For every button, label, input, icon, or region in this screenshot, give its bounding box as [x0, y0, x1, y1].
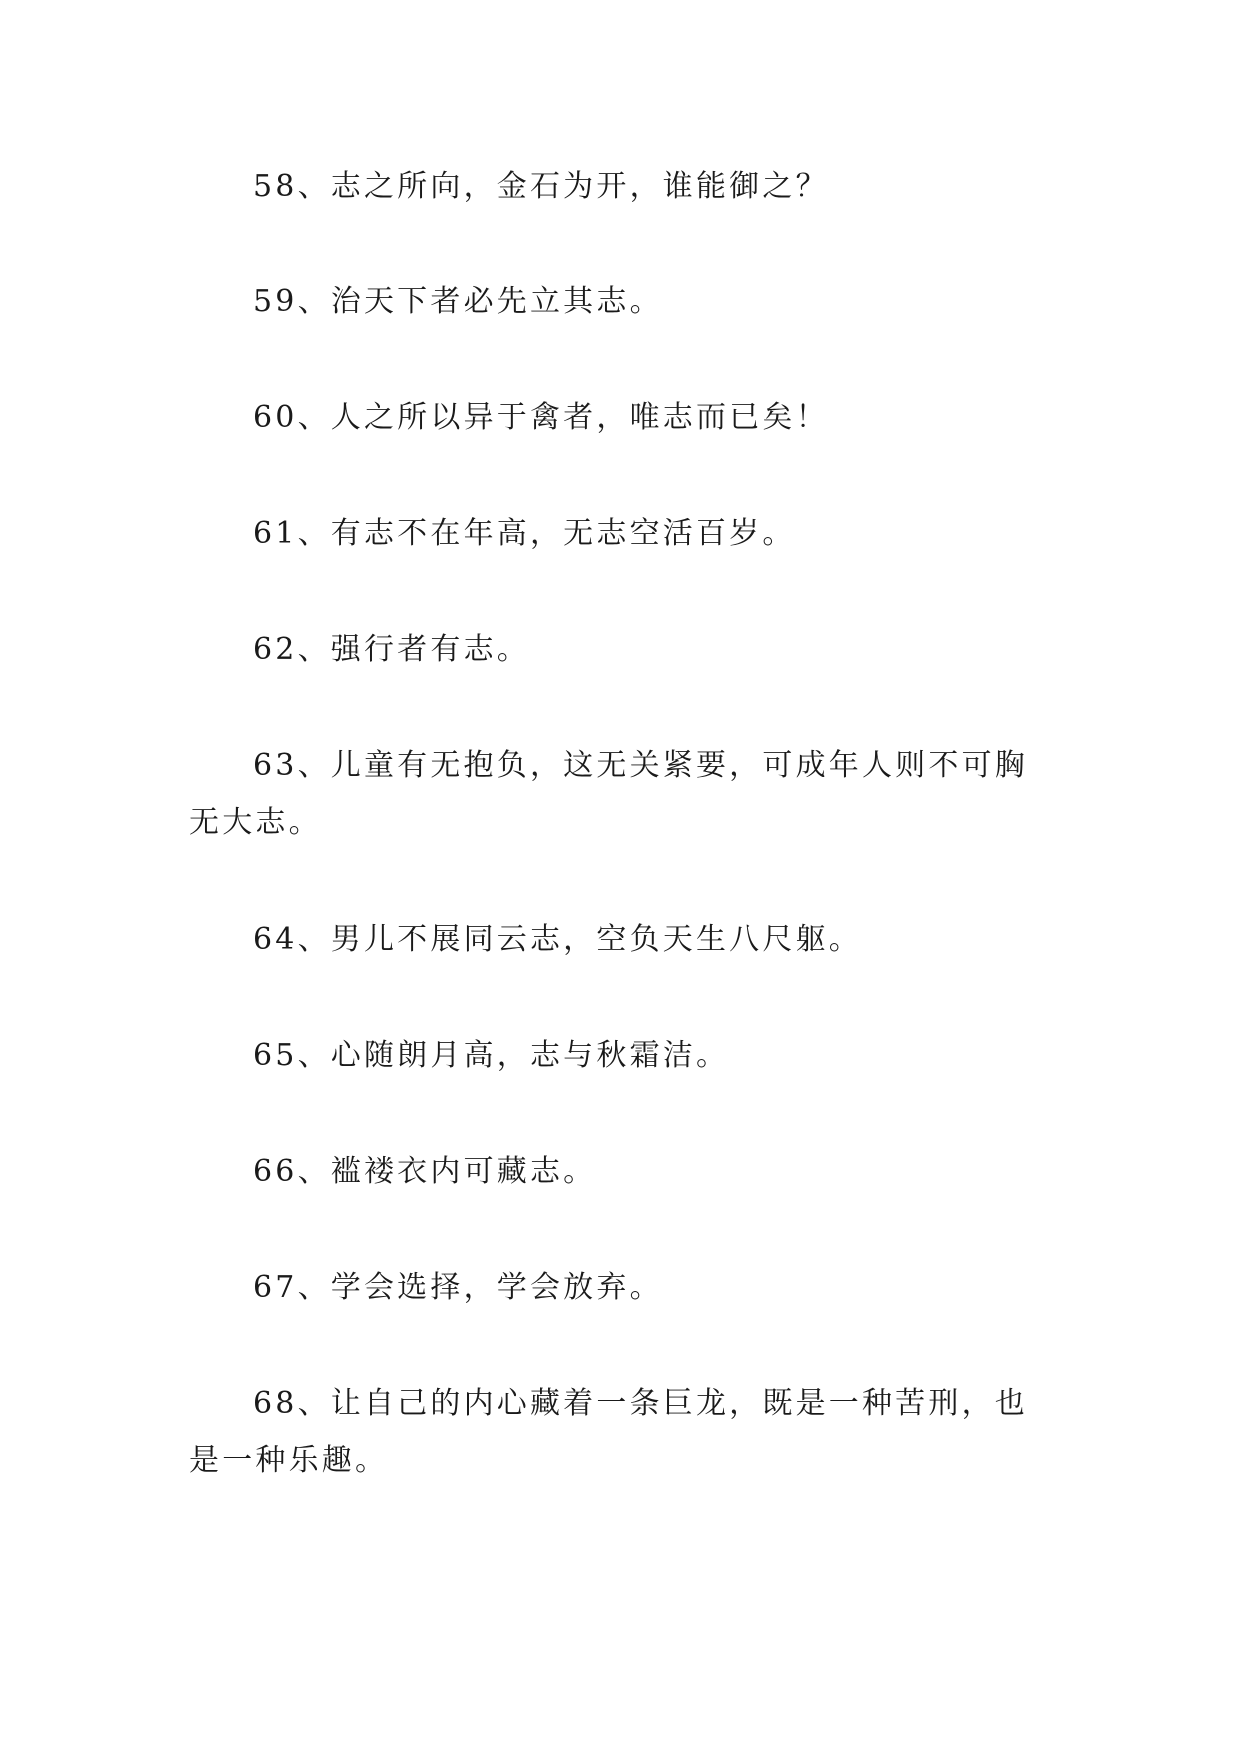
quote-68: 68、让自己的内心藏着一条巨龙，既是一种苦刑，也是一种乐趣。 — [189, 1386, 1028, 1478]
quote-59: 59、治天下者必先立其志。 — [253, 284, 663, 319]
quote-62: 62、强行者有志。 — [253, 632, 530, 667]
quote-66: 66、褴褛衣内可藏志。 — [253, 1154, 597, 1189]
quote-63: 63、儿童有无抱负，这无关紧要，可成年人则不可胸无大志。 — [189, 748, 1028, 840]
quote-58: 58、志之所向，金石为开，谁能御之？ — [253, 169, 829, 204]
quote-64: 64、男儿不展同云志，空负天生八尺躯。 — [253, 922, 862, 957]
quote-61: 61、有志不在年高，无志空活百岁。 — [253, 516, 796, 551]
quote-65: 65、心随朗月高，志与秋霜洁。 — [253, 1038, 730, 1073]
quote-67: 67、学会选择，学会放弃。 — [253, 1270, 663, 1305]
quote-60: 60、人之所以异于禽者，唯志而已矣！ — [253, 400, 829, 435]
